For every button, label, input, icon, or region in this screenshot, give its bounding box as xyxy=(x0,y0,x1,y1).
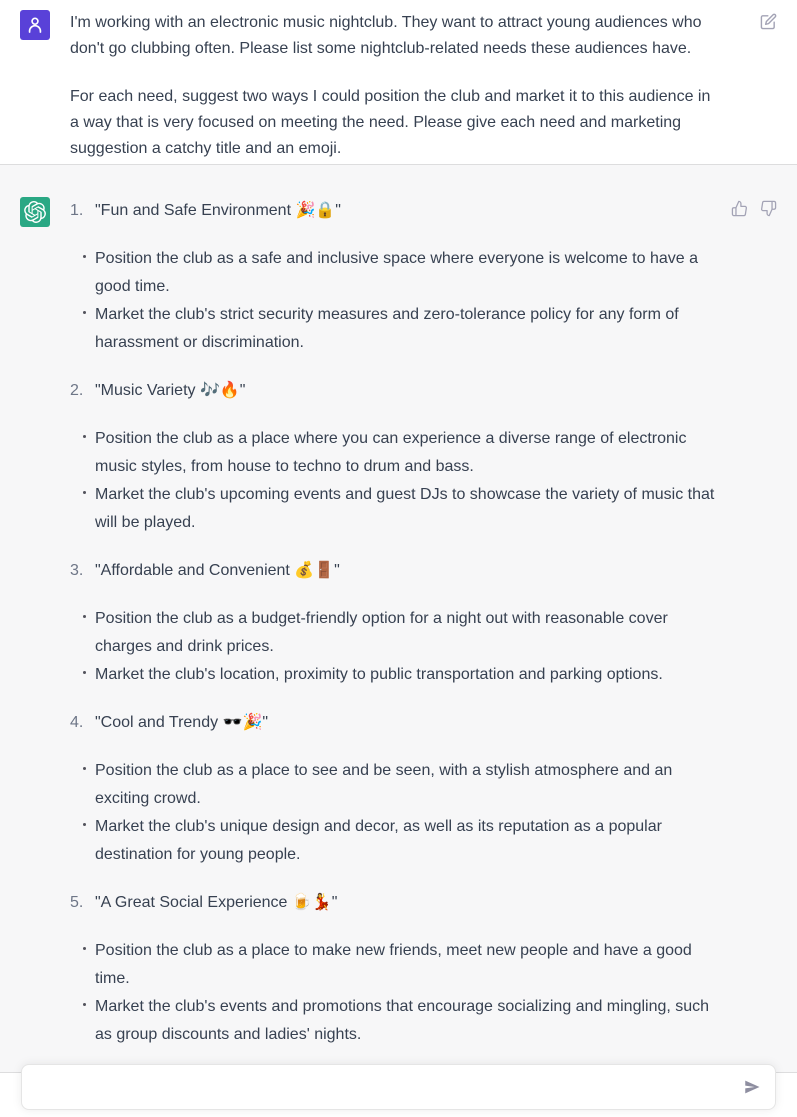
need-title: "A Great Social Experience 🍺💃" xyxy=(95,894,338,911)
bullet-item xyxy=(70,661,720,689)
send-button[interactable] xyxy=(743,1078,775,1096)
bullet-item xyxy=(70,301,720,357)
chat-input[interactable] xyxy=(22,1075,743,1099)
send-arrow-icon xyxy=(743,1078,761,1096)
bullet-text: Position the club as a place where you can experience a diverse range of electronic music styles, from house to techno to drum and bass. xyxy=(95,430,687,475)
bullet-item xyxy=(70,605,720,661)
chat-composer xyxy=(21,1064,776,1110)
list-item xyxy=(70,377,720,537)
user-message-text xyxy=(70,10,720,162)
list-number: 1. xyxy=(70,202,84,219)
bullet-text: Position the club as a safe and inclusive space where everyone is welcome to have a good time. xyxy=(95,250,699,295)
list-number: 5. xyxy=(70,894,84,911)
bullet-text: Market the club's events and promotions that encourage socializing and mingling, such as group discounts and ladies' nights. xyxy=(95,998,710,1043)
bullet-text: Position the club as a place to make new friends, meet new people and have a good time. xyxy=(95,942,692,987)
user-paragraph: For each need, suggest two ways I could position the club and market it to this audience in a way that is very focused on meeting the need. Please give each need and marketing suggestion a catchy title and an emoji. xyxy=(70,88,711,157)
need-title: "Music Variety 🎶🔥" xyxy=(95,382,246,399)
need-title: "Cool and Trendy 🕶️🎉" xyxy=(95,714,269,731)
bullet-text: Position the club as a budget-friendly option for a night out with reasonable cover charges and drink prices. xyxy=(95,610,668,655)
user-avatar xyxy=(20,10,50,40)
bullet-item xyxy=(70,813,720,869)
openai-logo-icon xyxy=(24,201,46,223)
bullet-item xyxy=(70,757,720,813)
list-item xyxy=(70,197,720,357)
thumbs-up-button[interactable] xyxy=(731,200,748,217)
bullet-item xyxy=(70,481,720,537)
person-icon xyxy=(25,15,45,35)
edit-pencil-icon xyxy=(760,13,777,30)
bullet-item xyxy=(70,245,720,301)
need-title: "Affordable and Convenient 💰🚪" xyxy=(95,562,340,579)
thumbs-up-icon xyxy=(731,200,748,217)
user-paragraph: I'm working with an electronic music nightclub. They want to attract young audiences who don't go clubbing often. Please list some nightclub-related needs these audiences have. xyxy=(70,14,702,57)
list-number: 3. xyxy=(70,562,84,579)
bullet-item xyxy=(70,937,720,993)
assistant-avatar xyxy=(20,197,50,227)
bullet-text: Market the club's location, proximity to public transportation and parking options. xyxy=(95,666,663,683)
thumbs-down-button[interactable] xyxy=(760,200,777,217)
list-item xyxy=(70,889,720,1049)
bullet-item xyxy=(70,993,720,1049)
thumbs-down-icon xyxy=(760,200,777,217)
user-message xyxy=(0,0,797,164)
edit-message-button[interactable] xyxy=(760,13,777,30)
need-title: "Fun and Safe Environment 🎉🔒" xyxy=(95,202,341,219)
list-item xyxy=(70,557,720,689)
bullet-text: Market the club's upcoming events and guest DJs to showcase the variety of music that will be played. xyxy=(95,486,715,531)
bullet-text: Market the club's unique design and decor, as well as its reputation as a popular destination for young people. xyxy=(95,818,662,863)
bullet-item xyxy=(70,425,720,481)
assistant-message-text xyxy=(70,197,720,1049)
list-number: 2. xyxy=(70,382,84,399)
bullet-text: Position the club as a place to see and be seen, with a stylish atmosphere and an exciting crowd. xyxy=(95,762,673,807)
assistant-message xyxy=(0,164,797,1073)
bullet-text: Market the club's strict security measures and zero-tolerance policy for any form of harassment or discrimination. xyxy=(95,306,679,351)
list-item xyxy=(70,709,720,869)
list-number: 4. xyxy=(70,714,84,731)
